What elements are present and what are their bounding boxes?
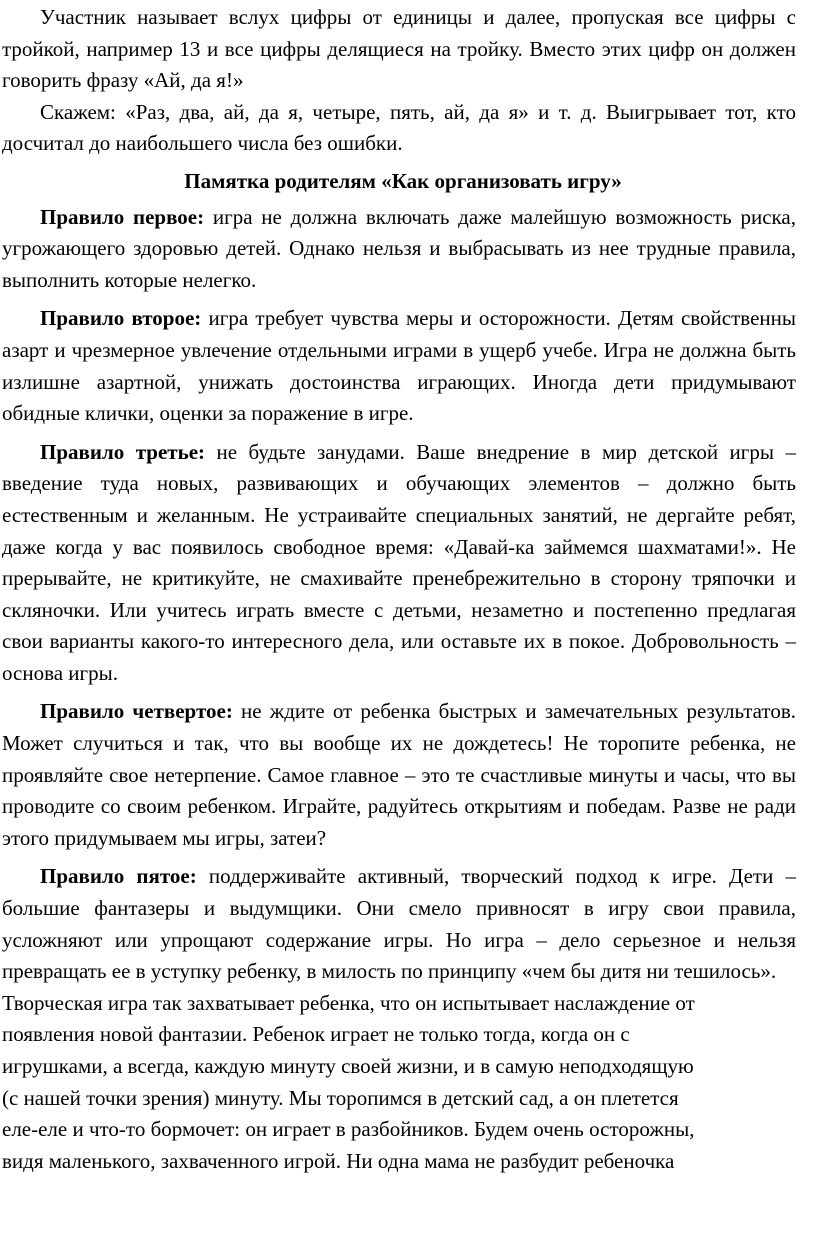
rule-label-2: Правило вторoе: <box>40 306 202 331</box>
rule-label-1: Правило первое: <box>40 204 205 229</box>
rule-text-1: игра не должна включать даже малейшую возможность риска, угрожающего здоровью детей. Однако нельзя и выбрасывать из нее трудные правила, выполнить которые нелегко. <box>2 204 796 292</box>
closing-paragraph <box>0 988 816 1178</box>
closing-line: видя маленького, захваченного игрой. Ни одна мама не разбудит ребеночка <box>2 1148 675 1173</box>
closing-line: Творческая игра так захватывает ребенка, что он испытывает наслаждение от <box>2 990 695 1015</box>
closing-line: игрушками, а всегда, каждую минуту своей жизни, и в самую неподходящую <box>2 1054 694 1078</box>
rule-label-3: Правило третье: <box>40 439 206 464</box>
memo-heading: Памятка родителям «Как организовать игру» <box>184 168 622 193</box>
rule-text-4: не ждите от ребенка быстрых и замечательных результатов. Может случиться и так, что вы вообще их не дождетесь! Не торопите ребенка, не проявляйте свое нетерпение. Самое главное – это те счастливые минуты и часы, что вы проводите со своим ребенком. Играйте, радуйтесь открытиям и победам. Разве не ради этого придумываем мы игры, затеи? <box>2 699 796 850</box>
rule-paragraph-3 <box>0 437 816 690</box>
intro-paragraph-1: Участник называет вслух цифры от единицы и далее, пропуская все цифры с тройкой, например 13 и все цифры делящиеся на тройку. Вместо этих цифр он должен говорить фразу «Ай, да я!» <box>2 5 796 93</box>
rule-text-5: поддерживайте активный, творческий подход к игре. Дети – большие фантазеры и выдумщики. Они смело привносят в игру свои правила, усложняют или упрощают содержание игры. Но игра – дело серьезное и нельзя превращать ее в уступку ребенку, в милость по принципу «чем бы дитя ни тешилось». <box>2 864 796 984</box>
rule-text-2: игра требует чувства меры и осторожности. Детям свойственны азарт и чрезмерное увлечение отдельными играми в ущерб учебе. Игра не должна быть излишне азартной, унижать достоинства играющих. Иногда дети придумывают обидные клички, оценки за поражение в игре. <box>2 306 796 426</box>
rule-label-5: Правило пятое: <box>40 864 197 889</box>
rule-text-3: не будьте занудами. Ваше внедрение в мир детской игры – введение туда новых, развивающих и обучающих элементов – должно быть естественным и желанным. Не устраивайте специальных занятий, не дергайте ребят, даже когда у вас появилось свободное время: «Давай-ка займемся шахматами!». Не прерывайте, не критикуйте, не смахивайте пренебрежительно в сторону тряпочки и скляночки. Или учитесь играть вместе с детьми, незаметно и постепенно предлагая свои варианты какого-то интересного дела, или оставьте их в покое. Добровольность – основа игры. <box>2 439 796 685</box>
rule-paragraph-4 <box>0 696 816 854</box>
closing-line: (с нашей точки зрения) минуту. Мы торопимся в детский сад, а он плетется <box>2 1085 679 1110</box>
rule-label-4: Правило четвертое: <box>40 699 233 724</box>
closing-line: еле-еле и что-то бормочет: он играет в разбойников. Будем очень осторожны, <box>2 1117 695 1142</box>
intro-paragraph-2: Скажем: «Раз, два, ай, да я, четыре, пять, ай, да я» и т. д. Выигрывает тот, кто досчитал до наибольшего числа без ошибки. <box>2 99 796 156</box>
closing-line: появления новой фантазии. Ребенок играет не только тогда, когда он с <box>2 1022 630 1047</box>
rule-paragraph-1 <box>0 202 816 297</box>
rule-paragraph-5 <box>0 861 816 987</box>
rule-paragraph-2 <box>0 303 816 429</box>
